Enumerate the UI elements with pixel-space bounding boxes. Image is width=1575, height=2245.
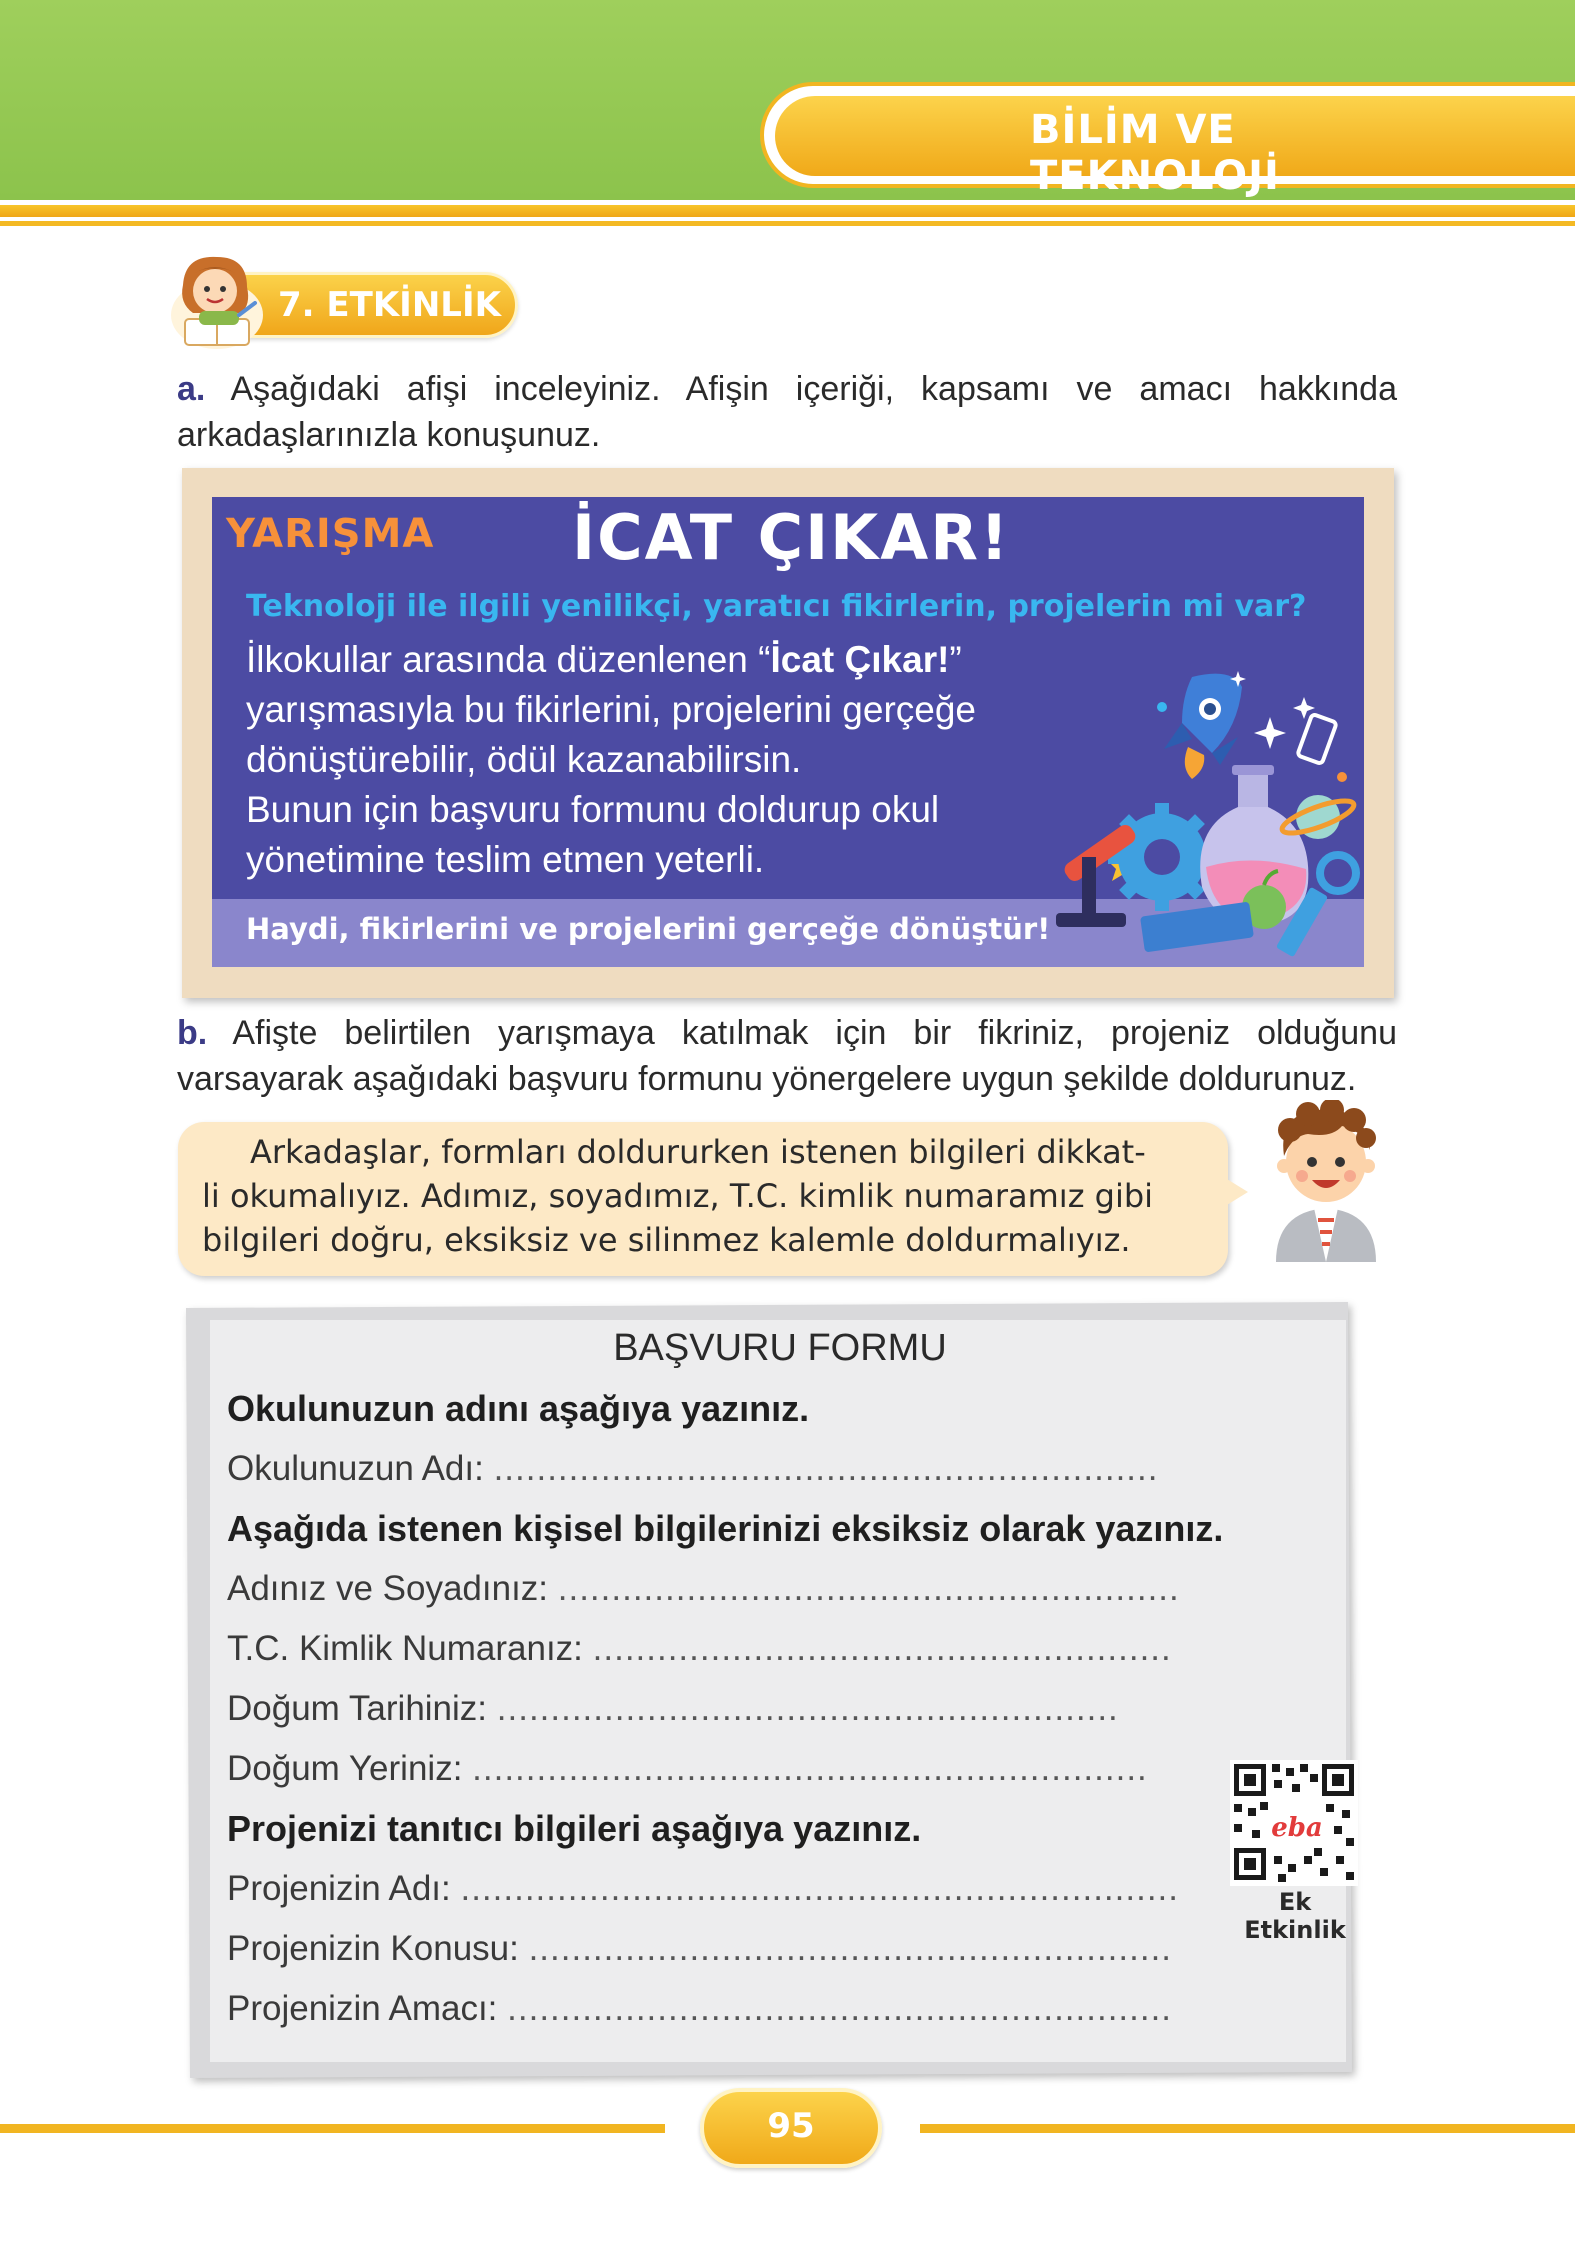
planet-icon (1279, 795, 1357, 840)
poster-body-middle: ” yarışmasıyla bu fikirlerini, projelerini gerçeğe dönüştürebilir, ödül kazanabilirsin. (246, 639, 977, 780)
poster-cta: Haydi, fikirlerini ve projelerini gerçeğe dönüştür! (246, 912, 1051, 946)
birth-place-label: Doğum Yeriniz: (227, 1749, 463, 1788)
project-topic-label: Projenizin Konusu: (227, 1929, 519, 1968)
form-title: BAŞVURU FORMU (613, 1327, 947, 1369)
id-number-label: T.C. Kimlik Numaranız: (227, 1629, 583, 1668)
instruction-b (177, 1010, 1397, 1102)
instruction-a-letter: a. (177, 370, 206, 408)
poster-question: Teknoloji ile ilgili yenilikçi, yaratıcı fikirlerin, projelerin mi var? (246, 589, 1307, 624)
project-name-label: Projenizin Adı: (227, 1869, 451, 1908)
speech-line-2: li okumalıyız. Adımız, soyadımız, T.C. kimlik numaramız gibi (202, 1177, 1154, 1215)
school-name-label: Okulunuzun Adı: (227, 1449, 484, 1488)
instruction-a (177, 366, 1397, 458)
boy-character-icon (1262, 1100, 1390, 1262)
instruction-b-letter: b. (177, 1014, 208, 1052)
project-goal-blank[interactable]: .............................................................. (507, 1989, 1173, 2028)
footer-line-right (920, 2124, 1575, 2133)
girl-reading-icon (155, 245, 275, 355)
footer-line-left (0, 2124, 665, 2133)
form-row-full-name[interactable] (227, 1562, 1257, 1616)
project-goal-label: Projenizin Amacı: (227, 1989, 498, 2028)
poster-body-end: Bunun için başvuru formunu doldurup okul yönetimine teslim etmen yeterli. (246, 789, 940, 880)
speech-bubble-tail (1222, 1176, 1248, 1208)
full-name-label: Adınız ve Soyadınız: (227, 1569, 549, 1608)
poster-body (246, 635, 1066, 885)
subject-title: BİLİM VE TEKNOLOJİ (1030, 107, 1280, 199)
form-row-birth-date[interactable] (227, 1682, 1212, 1736)
form-row-id-number[interactable] (227, 1622, 1257, 1676)
speech-bubble-text (202, 1130, 1202, 1262)
page-number: 95 (767, 2106, 815, 2146)
form-section-school: Okulunuzun adını aşağıya yazınız. (227, 1388, 810, 1429)
phone-icon (1297, 714, 1336, 764)
qr-caption: Ek Etkinlik (1244, 1888, 1346, 1944)
poster-body-contest-name: İcat Çıkar! (770, 639, 950, 680)
school-name-blank[interactable]: .............................................................. (493, 1449, 1159, 1488)
birth-date-blank[interactable]: .......................................................... (496, 1689, 1119, 1728)
form-row-project-topic[interactable] (227, 1922, 1257, 1976)
form-row-birth-place[interactable] (227, 1742, 1212, 1796)
form-section-project: Projenizi tanıtıcı bilgileri aşağıya yazınız. (227, 1808, 922, 1849)
header-stripe (0, 205, 1575, 217)
header-stripe-thin (0, 221, 1575, 226)
rocket-icon (1164, 674, 1242, 779)
form-section-personal: Aşağıda istenen kişisel bilgilerinizi eksiksiz olarak yazınız. (227, 1508, 1224, 1549)
form-row-school-name[interactable] (227, 1442, 1257, 1496)
eba-logo-text: eba (1271, 1813, 1323, 1843)
project-topic-blank[interactable]: ............................................................ (528, 1929, 1173, 1968)
speech-line-1: Arkadaşlar, formları doldururken istenen bilgileri dikkat- (250, 1133, 1146, 1171)
form-row-project-goal[interactable] (227, 1982, 1257, 2036)
poster (212, 497, 1364, 967)
form-row-project-name[interactable] (227, 1862, 1227, 1916)
activity-label: 7. ETKİNLİK (278, 285, 501, 325)
instruction-a-text: Aşağıdaki afişi inceleyiniz. Afişin içeriği, kapsamı ve amacı hakkında arkadaşlarınızla konuşunuz. (177, 370, 1397, 454)
poster-title: İCAT ÇIKAR! (572, 501, 1011, 574)
poster-body-start: İlkokullar arasında düzenlenen “ (246, 639, 771, 680)
birth-place-blank[interactable]: ............................................................... (472, 1749, 1148, 1788)
speech-line-3: bilgileri doğru, eksiksiz ve silinmez kalemle doldurmalıyız. (202, 1221, 1131, 1259)
full-name-blank[interactable]: .......................................................... (557, 1569, 1180, 1608)
science-illustration-icon (1042, 657, 1364, 967)
poster-kicker: YARIŞMA (226, 511, 435, 557)
id-number-blank[interactable]: ...................................................... (592, 1629, 1172, 1668)
qr-code-icon[interactable] (1230, 1760, 1358, 1886)
instruction-b-text: Afişte belirtilen yarışmaya katılmak için bir fikriniz, projeniz olduğunu varsayarak aşağıdaki başvuru formunu yönergelere uygun şekilde doldurunuz. (177, 1014, 1397, 1098)
birth-date-label: Doğum Tarihiniz: (227, 1689, 488, 1728)
project-name-blank[interactable]: ................................................................... (460, 1869, 1180, 1908)
